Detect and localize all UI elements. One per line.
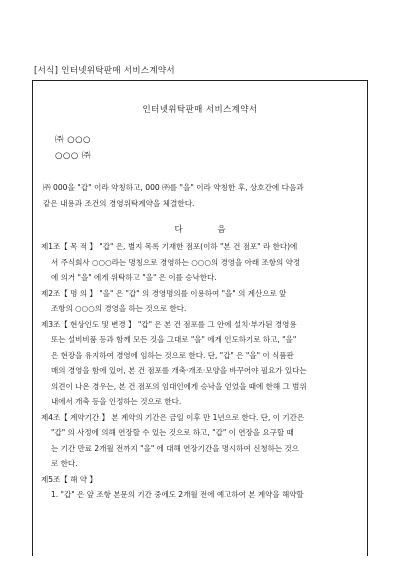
article-2	[41, 286, 361, 317]
article-line: 은 현장을 유지하여 경영에 임하는 것으로 한다. 단, "갑" 은 "을" 이 식품판	[51, 350, 294, 360]
article-5	[41, 472, 361, 503]
intro-line: ㈜ 000을 "갑" 이라 약칭하고, 000 ㈜를 "을" 이라 약칭한 후, 상호간에 다음과	[43, 183, 304, 192]
article-line: 서 주식회사 ○○○라는 명칭으로 경영하는 ○○○의 경영을 아래 조항의 약정	[51, 257, 301, 267]
article-line: 조항의 ○○○의 경영을 하는 것으로 한다.	[51, 304, 187, 313]
article-1	[41, 239, 361, 286]
article-line: 제4조【 계약기간 】 본 계약의 기간은 금일 이후 만 1년으로 한다. 단, 이 기간은	[41, 412, 305, 422]
party-2: ○○○ ㈜	[55, 151, 91, 161]
section-heading: 다 음	[174, 225, 242, 235]
article-line: 제1조【 목 적 】 "갑" 은, 별지 목록 기재한 점포(이하 "본 건 점포" 라 한다)에	[41, 242, 298, 251]
article-4	[41, 410, 361, 472]
intro-paragraph	[43, 180, 359, 212]
article-line: 1. "갑" 은 앞 조항 본문의 기간 중에도 2개월 전에 예고하여 본 계약을 해약할	[51, 490, 304, 499]
article-line: 제2조【 명 의 】 "을" 은 "갑" 의 경영명의를 이용하여 "을" 의 계산으로 앞	[41, 288, 287, 298]
articles-list	[41, 239, 361, 503]
article-line: 제3조【 현상인도 및 변경 】 "갑" 은 본 건 점포를 그 안에 설치·부가된 경영용	[41, 319, 297, 329]
article-line: 로 한다.	[51, 459, 78, 468]
article-3	[41, 317, 361, 410]
document-title: 인터넷위탁판매 서비스계약서	[142, 105, 258, 115]
article-line: 또는 설비비품 등과 함께 모든 것을 그대로 "을" 에게 인도하기로 하고, "을"	[51, 335, 297, 344]
article-line: 제5조【 해 약 】	[41, 474, 97, 484]
article-line: 에 의거 "을" 에게 위탁하고 "을" 은 이를 승낙한다.	[51, 273, 217, 282]
article-line: 내에서 개축 등을 인정하는 것으로 한다.	[51, 397, 182, 406]
form-label: [서식] 인터넷위탁판매 서비스계약서	[34, 66, 175, 76]
article-line: 는 기간 만료 2개월 전까지 "을" 에 대해 연장기간을 명시하여 신청하는 것으	[51, 443, 299, 453]
contract-document	[32, 80, 368, 556]
article-line: "갑" 의 사정에 의해 연장할 수 있는 것으로 하고, "갑" 이 연장을 요구할 때	[51, 428, 294, 437]
party-1: ㈜ ○○○	[55, 135, 91, 145]
article-line: 매의 경영을 함에 있어, 본 건 점포를 개축·개조·모양을 바꾸어야 필요가 있다는	[51, 366, 307, 375]
intro-line: 같은 내용과 조건의 경영위탁계약을 체결한다.	[43, 199, 195, 208]
article-line: 의견이 나온 경우는, 본 건 점포의 임대인에게 승낙을 얻었을 때에 한해 그 범위	[51, 381, 307, 391]
